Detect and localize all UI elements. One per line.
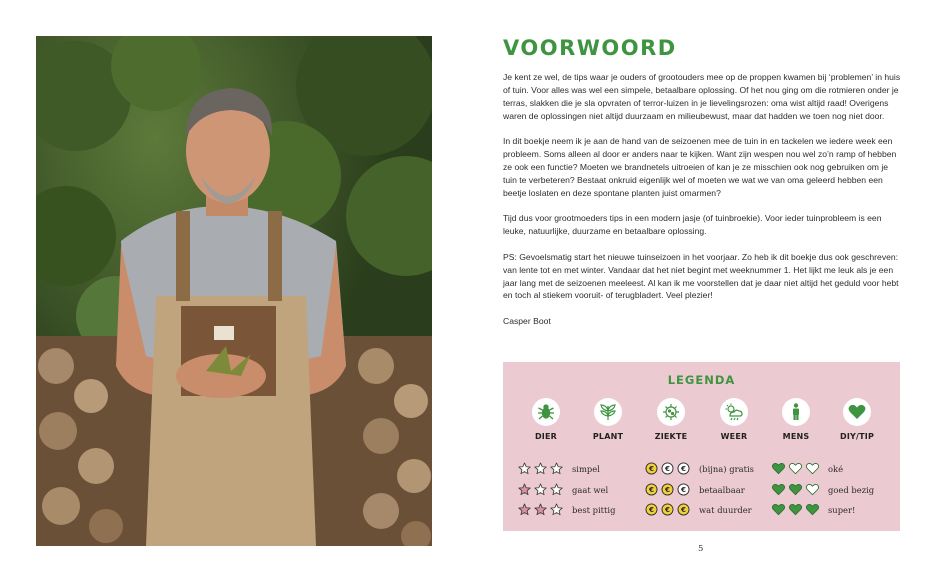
signature: Casper Boot (503, 315, 551, 326)
legend-title: LEGENDA (667, 373, 736, 387)
legend-box (503, 362, 900, 531)
heart-icons (771, 503, 822, 516)
svg-text:€: € (665, 505, 670, 515)
svg-text:€: € (649, 464, 654, 474)
svg-text:€: € (649, 505, 654, 515)
result-super: super! (771, 503, 855, 516)
legend-category-plant: PLANT (578, 398, 638, 441)
leaf-icon (594, 398, 622, 426)
page-number: 5 (698, 544, 704, 554)
page-title: VOORWOORD (503, 36, 677, 60)
weather-icon (720, 398, 748, 426)
cost-betaalbaar: € € € betaalbaar (645, 483, 745, 496)
result-goed-bezig: goed bezig (771, 483, 874, 496)
virus-icon (657, 398, 685, 426)
cost-bijna-gratis: € € € (bijna) gratis (645, 462, 754, 475)
legend-category-weer: WEER (704, 398, 764, 441)
result-oke: oké (771, 462, 843, 475)
euro-coin-icons (645, 462, 693, 475)
difficulty-best-pittig: best pittig (518, 503, 615, 516)
person-icon (782, 398, 810, 426)
svg-text:€: € (665, 485, 670, 495)
paragraph-2: In dit boekje neem ik je aan de hand van de seizoenen mee de tuin in en tackelen we iedere week een probleem. Soms alleen al door er anders naar te kijken. Want zijn wespen nou wel zo’n ramp of hebben ze ook een functie? Moeten we brandnetels uitroeien of kan je ze misschien ook nog gebruiken om je tuin te verbeteren? Bestaat onkruid eigenlijk wel of moeten we wat we van oma geleerd hebben een beetje loslaten en deze spontane planten juist omarmen? (503, 136, 897, 198)
svg-text:€: € (649, 485, 654, 495)
legend-category-diy-tip: DIY/TIP (827, 398, 887, 441)
legend-category-ziekte: ZIEKTE (641, 398, 701, 441)
cost-wat-duurder: € € € wat duurder (645, 503, 752, 516)
star-icons (518, 483, 566, 496)
euro-coin-icons (645, 503, 693, 516)
paragraph-1: Je kent ze wel, de tips waar je ouders of grootouders mee op de proppen kwamen bij ‘problemen’ in huis of tuin. Voor alles was wel een simpele, betaalbare oplossing. Of het nou ging om die rotmieren onder je terras, slakken die je sla opvraten of terror-luizen in je lievelingsrozen: oma wist altijd raad! Overigens waren de oplossingen niet altijd duurzaam en milieubewust, maar dat hadden we toen nog niet door. (503, 72, 901, 121)
star-icons (518, 462, 566, 475)
portrait-photo (36, 36, 432, 546)
svg-text:€: € (681, 464, 686, 474)
foreword-body (503, 71, 901, 340)
svg-text:€: € (665, 464, 670, 474)
heart-icon (843, 398, 871, 426)
svg-text:€: € (681, 485, 686, 495)
heart-icons (771, 462, 822, 475)
paragraph-4: PS: Gevoelsmatig start het nieuwe tuinseizoen in het voorjaar. Zo heb ik dit boekje dus ook geschreven: van lente tot en met winter. Vandaar dat het niet begint met weeknummer 1. Het lijkt me leuk als je een jaar lang met de seizoenen meeleest. Al kan ik me voorstellen dat je daar niet altijd het geduld voor hebt en toch al stiekem vooruit- of terugbladert. Veel plezier! (503, 251, 899, 301)
star-icons (518, 503, 566, 516)
difficulty-simpel: simpel (518, 462, 600, 475)
legend-category-mens: MENS (766, 398, 826, 441)
euro-coin-icons (645, 483, 693, 496)
difficulty-gaat-wel: gaat wel (518, 483, 608, 496)
legend-category-dier: DIER (516, 398, 576, 441)
bug-icon (532, 398, 560, 426)
paragraph-3: Tijd dus voor grootmoeders tips in een modern jasje (of tuinbroekie). Voor ieder tuinprobleem is een leuke, natuurlijke, duurzame en betaalbare oplossing. (503, 213, 882, 237)
heart-icons (771, 483, 822, 496)
svg-text:€: € (681, 505, 686, 515)
